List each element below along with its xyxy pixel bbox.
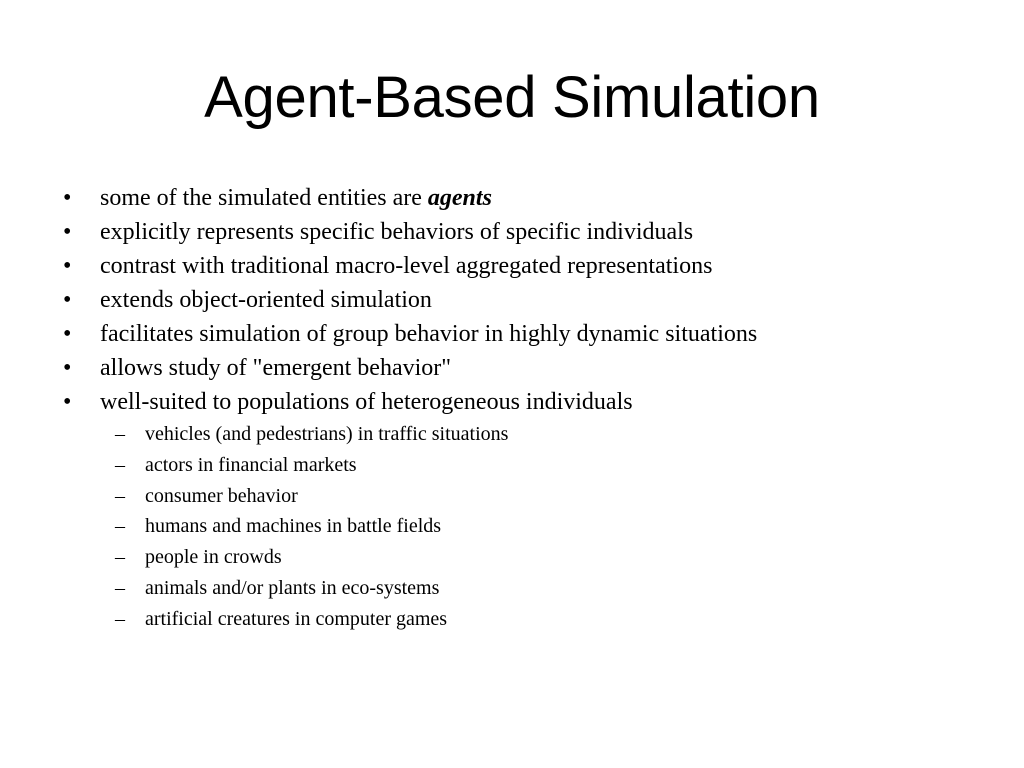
bullet-emphasis: agents [427, 185, 492, 211]
sub-bullet-marker: – [115, 484, 125, 507]
sub-bullet-text: artificial creatures in computer games [145, 607, 448, 630]
sub-bullet-text: people in crowds [145, 546, 282, 569]
bullet-text: allows study of "emergent behavior" [100, 355, 452, 381]
bullet-marker: • [63, 287, 72, 313]
bullet-item [0, 385, 1024, 419]
bullet-item [0, 351, 1024, 385]
sub-bullet-text: consumer behavior [145, 484, 298, 507]
sub-bullet-item [0, 419, 1024, 450]
sub-bullet-marker: – [115, 607, 125, 630]
bullet-text: explicitly represents specific behaviors of specific individuals [100, 219, 694, 245]
sub-bullet-item [0, 511, 1024, 542]
bullet-marker: • [63, 389, 72, 415]
slide-title: Agent-Based Simulation [204, 65, 820, 130]
bullet-item [0, 249, 1024, 283]
bullet-marker: • [63, 219, 72, 245]
bullet-text: extends object-oriented simulation [100, 287, 432, 313]
bullet-marker: • [63, 355, 72, 381]
sub-bullet-marker: – [115, 423, 125, 445]
bullet-marker: • [63, 185, 72, 211]
sub-bullet-text: actors in financial markets [145, 453, 357, 476]
bullet-text: facilitates simulation of group behavior in highly dynamic situations [100, 321, 758, 347]
bullet-item [0, 317, 1024, 351]
bullet-marker: • [63, 253, 72, 279]
bullet-item [0, 283, 1024, 317]
sub-bullet-item [0, 542, 1024, 573]
sub-bullet-item [0, 481, 1024, 512]
sub-bullet-item [0, 573, 1024, 604]
sub-bullet-marker: – [115, 576, 125, 599]
bullet-list [0, 181, 1024, 635]
sub-bullet-marker: – [115, 453, 125, 476]
bullet-item [0, 215, 1024, 249]
sub-bullet-item [0, 604, 1024, 635]
sub-bullet-item [0, 450, 1024, 481]
bullet-text: contrast with traditional macro-level aggregated representations [100, 253, 713, 279]
bullet-item [0, 181, 1024, 215]
sub-bullet-text: animals and/or plants in eco-systems [145, 576, 440, 599]
bullet-marker: • [63, 321, 72, 347]
bullet-text: well-suited to populations of heterogeneous individuals [100, 389, 633, 415]
bullet-text-plain: some of the simulated entities are [100, 185, 428, 211]
sub-bullet-marker: – [115, 546, 125, 569]
sub-bullet-text: humans and machines in battle fields [145, 515, 442, 538]
bullet-text [100, 181, 492, 215]
sub-bullet-marker: – [115, 515, 125, 538]
sub-bullet-text: vehicles (and pedestrians) in traffic situations [145, 423, 509, 445]
